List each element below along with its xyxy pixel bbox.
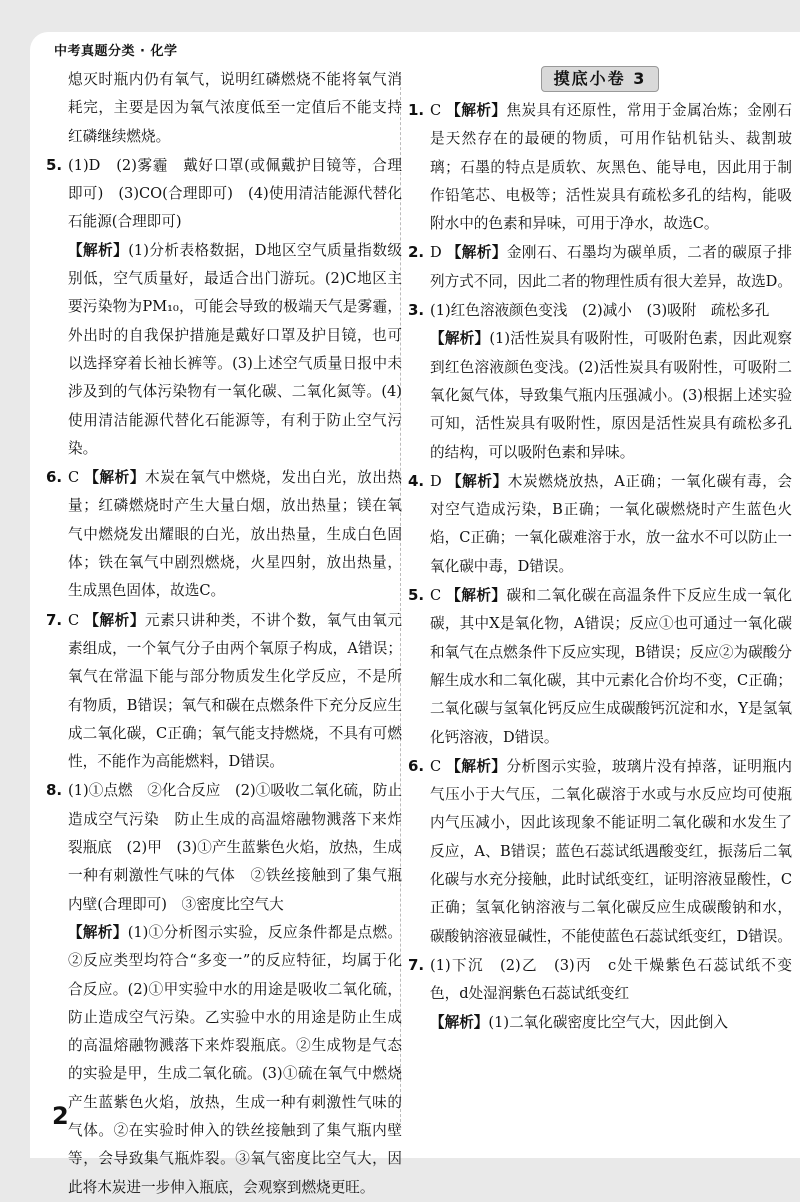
answer-item-7: 7. C 【解析】元素只讲种类，不讲个数，氧气由氧元素组成，一个氧气分子由两个氧原子构成，A错误；氧气在常温下能与部分物质发生化学反应，不是所有物质，B错误；氧气和碳在点燃条件下充分反应生成二氧化碳，C正确；氧气能支持燃烧，不具有可燃性，不能作为高能燃料，D错误。 [46, 610, 402, 771]
answer-item-3: 3. (1)红色溶液颜色变浅 (2)减小 (3)吸附 疏松多孔 [408, 301, 770, 320]
answer-text: D [430, 244, 442, 262]
answer-item-1: 1. C 【解析】焦炭具有还原性，常用于金属冶炼；金刚石是天然存在的最硬的物质，可用作钻机钻头、裁割玻璃；石墨的特点是质软、灰黑色、能导电，因此用于制作铅笔芯、电极等；活性炭具有疏松多孔的结构，能吸附水中的色素和异味，可用于净水，故选C。 [408, 101, 792, 233]
answer-item-7: 7. (1)下沉 (2)乙 (3)丙 c处干燥紫色石蕊试纸不变色，d处湿润紫色石蕊试纸变红 [408, 955, 792, 1003]
explanation-8 [46, 919, 402, 1202]
explanation-text: 焦炭具有还原性，常用于金属冶炼；金刚石是天然存在的最硬的物质，可用作钻机钻头、裁割玻璃；石墨的特点是质软、灰黑色、能导电，因此用于制作铅笔芯、电极等；活性炭具有疏松多孔的结构，能吸附水中的色素和异味，可用于净水，故选C。 [430, 102, 792, 233]
explanation-text: 碳和二氧化碳在高温条件下反应生成一氧化碳，其中X是氧化物，A错误；反应①也可通过一氧化碳和氧气在点燃条件下反应实现，B错误；反应②为碳酸分解生成水和二氧化碳，其中元素化合价均不变，C正确；二氧化碳与氢氧化钙反应生成碳酸钙沉淀和水，Y是氢氧化钙溶液，D错误。 [430, 587, 792, 746]
analysis-tag: 【解析】 [446, 587, 507, 605]
answer-text: C [430, 102, 442, 119]
explanation-text: 元素只讲种类，不讲个数，氧气由氧元素组成，一个氧气分子由两个氧原子构成，A错误；氧气在常温下能与部分物质发生化学反应，不是所有物质，B错误；氧气和碳在点燃条件下充分反应生成二氧化碳，C正确；氧气能支持燃烧，不具有可燃性，不能作为高能燃料，D错误。 [68, 611, 402, 771]
answer-text: C [430, 587, 442, 605]
analysis-tag: 【解析】 [430, 1013, 489, 1031]
answer-text: C [68, 611, 80, 629]
explanation-3 [408, 325, 792, 466]
answer-text: (1)红色溶液颜色变浅 (2)减小 (3)吸附 疏松多孔 [430, 302, 770, 320]
analysis-tag: 【解析】 [446, 472, 508, 490]
answer-item-4: 4. D 【解析】木炭燃烧放热，A正确；一氧化碳有毒，会对空气造成污染，B正确；一氧化碳燃烧时产生蓝色火焰，C正确；一氧化碳难溶于水，放一盆水不可以防止一氧化碳中毒，D错误。 [408, 471, 792, 575]
explanation-7 [408, 1009, 792, 1037]
analysis-tag: 【解析】 [68, 241, 129, 259]
section-title [408, 66, 792, 94]
analysis-tag: 【解析】 [84, 469, 145, 487]
analysis-tag: 【解析】 [446, 244, 507, 262]
explanation-text: (1)①分析图示实验，反应条件都是点燃。②反应类型均符合“多变一”的反应特征，均属于化合反应。(2)①甲实验中水的用途是吸收二氧化硫，防止造成空气污染。乙实验中水的用途是防止生成的高温熔融物溅落下来炸裂瓶底。②生成物是气态的实验是甲，生成二氧化硫。(3)①硫在氧气中燃烧产生蓝紫色火焰，放热，生成一种有刺激性气味的气体。②在实验时伸入的铁丝接触到了集气瓶内壁等，会导致集气瓶炸裂。③氧气密度比空气大，因此将木炭进一步伸入瓶底，会观察到燃烧更旺。 [68, 923, 402, 1196]
answer-text: (1)D (2)雾霾 戴好口罩(或佩戴护目镜等，合理即可) (3)CO(合理即可) (4)使用清洁能源代替化石能源(合理即可) [68, 156, 402, 231]
continued-text: 熄灭时瓶内仍有氧气，说明红磷燃烧不能将氧气消耗完，主要是因为氧气浓度低至一定值后不能支持红磷继续燃烧。 [68, 71, 402, 145]
explanation-text: 木炭在氧气中燃烧，发出白光，放出热量；红磷燃烧时产生大量白烟，放出热量；镁在氧气中燃烧发出耀眼的白光，放出热量，生成白色固体；铁在氧气中剧烈燃烧，火星四射，放出热量，生成黑色固体，故选C。 [68, 469, 402, 600]
analysis-tag: 【解析】 [84, 611, 145, 629]
answer-text: C [68, 469, 80, 487]
page-number: 2 [52, 1102, 69, 1130]
explanation-text: 木炭燃烧放热，A正确；一氧化碳有毒，会对空气造成污染，B正确；一氧化碳燃烧时产生蓝色火焰，C正确；一氧化碳难溶于水，放一盆水不可以防止一氧化碳中毒，D错误。 [430, 472, 792, 575]
section-title-label: 摸底小卷 3 [541, 66, 660, 92]
left-column [46, 66, 402, 1202]
page-header: 中考真题分类 · 化学 [54, 44, 178, 59]
explanation-text: (1)活性炭具有吸附性，可吸附色素，因此观察到红色溶液颜色变浅。(2)活性炭具有吸附性，可吸附二氧化氮气体，导致集气瓶内压强减小。(3)根据上述实验可知，活性炭具有吸附性，原因是活性炭具有疏松多孔的结构，可以吸附色素和异味。 [430, 330, 792, 461]
analysis-tag: 【解析】 [68, 923, 128, 941]
answer-item-5: 5. C 【解析】碳和二氧化碳在高温条件下反应生成一氧化碳，其中X是氧化物，A错误；反应①也可通过一氧化碳和氧气在点燃条件下反应实现，B错误；反应②为碳酸分解生成水和二氧化碳，其中元素化合价均不变，C正确；二氧化碳与氢氧化钙反应生成碳酸钙沉淀和水，Y是氢氧化钙溶液，D错误。 [408, 586, 792, 746]
analysis-tag: 【解析】 [446, 757, 507, 775]
explanation-text: 金刚石、石墨均为碳单质，二者的碳原子排列方式不同，因此二者的物理性质有很大差异，故选D。 [430, 244, 792, 290]
explanation-5 [46, 237, 402, 463]
answer-page [30, 32, 800, 1196]
answer-text: C [430, 757, 442, 775]
explanation-text: (1)二氧化碳密度比空气大，因此倒入 [488, 1013, 728, 1031]
analysis-tag: 【解析】 [446, 102, 507, 119]
answer-item-6: 6. C 【解析】分析图示实验，玻璃片没有掉落，证明瓶内气压小于大气压，二氧化碳溶于水或与水反应均可使瓶内气压减小，因此该现象不能证明二氧化碳和水发生了反应，A、B错误；蓝色石蕊试纸遇酸变红，振荡后二氧化碳与水充分接触，此时试纸变红，证明溶液显酸性，C正确；氢氧化钠溶液与二氧化碳反应生成碳酸钠和水，碳酸钠溶液显碱性，不能使蓝色石蕊试纸变红，D错误。 [408, 756, 792, 945]
right-column [408, 66, 792, 1037]
answer-text: (1)下沉 (2)乙 (3)丙 c处干燥紫色石蕊试纸不变色，d处湿润紫色石蕊试纸变红 [430, 956, 792, 1003]
explanation-text: 分析图示实验，玻璃片没有掉落，证明瓶内气压小于大气压，二氧化碳溶于水或与水反应均可使瓶内气压减小，因此该现象不能证明二氧化碳和水发生了反应，A、B错误；蓝色石蕊试纸遇酸变红，振荡后二氧化碳与水充分接触，此时试纸变红，证明溶液显酸性，C正确；氢氧化钠溶液与二氧化碳反应生成碳酸钠和水，碳酸钠溶液显碱性，不能使蓝色石蕊试纸变红，D错误。 [430, 757, 792, 945]
analysis-tag: 【解析】 [430, 330, 490, 348]
answer-item-8: 8. (1)①点燃 ②化合反应 (2)①吸收二氧化硫，防止造成空气污染 防止生成的高温熔融物溅落下来炸裂瓶底 (2)甲 (3)①产生蓝紫色火焰，放热，生成一种有刺激性气味的气体 ②铁丝接触到了集气瓶内壁(合理即可) ③密度比空气大 [46, 781, 402, 913]
explanation-text: (1)分析表格数据，D地区空气质量指数级别低，空气质量好，最适合出门游玩。(2)C地区主要污染物为PM₁₀，可能会导致的极端天气是雾霾，外出时的自我保护措施是戴好口罩及护目镜，也可以选择穿着长袖长裤等。(3)上述空气质量日报中未涉及到的气体污染物有一氧化碳、二氧化氮等。(4)使用清洁能源代替化石能源等，有利于防止空气污染。 [68, 241, 402, 457]
answer-item-2: 2. D 【解析】金刚石、石墨均为碳单质，二者的碳原子排列方式不同，因此二者的物理性质有很大差异，故选D。 [408, 243, 792, 290]
answer-text: (1)①点燃 ②化合反应 (2)①吸收二氧化硫，防止造成空气污染 防止生成的高温熔融物溅落下来炸裂瓶底 (2)甲 (3)①产生蓝紫色火焰，放热，生成一种有刺激性气味的气体 ②铁丝接触到了集气瓶内壁(合理即可) ③密度比空气大 [68, 782, 402, 913]
answer-text: D [430, 472, 442, 490]
answer-item-6: 6. C 【解析】木炭在氧气中燃烧，发出白光，放出热量；红磷燃烧时产生大量白烟，放出热量；镁在氧气中燃烧发出耀眼的白光，放出热量，生成白色固体；铁在氧气中剧烈燃烧，火星四射，放出热量，生成黑色固体，故选C。 [46, 468, 402, 600]
answer-item-5: 5. (1)D (2)雾霾 戴好口罩(或佩戴护目镜等，合理即可) (3)CO(合理即可) (4)使用清洁能源代替化石能源(合理即可) [46, 155, 402, 231]
